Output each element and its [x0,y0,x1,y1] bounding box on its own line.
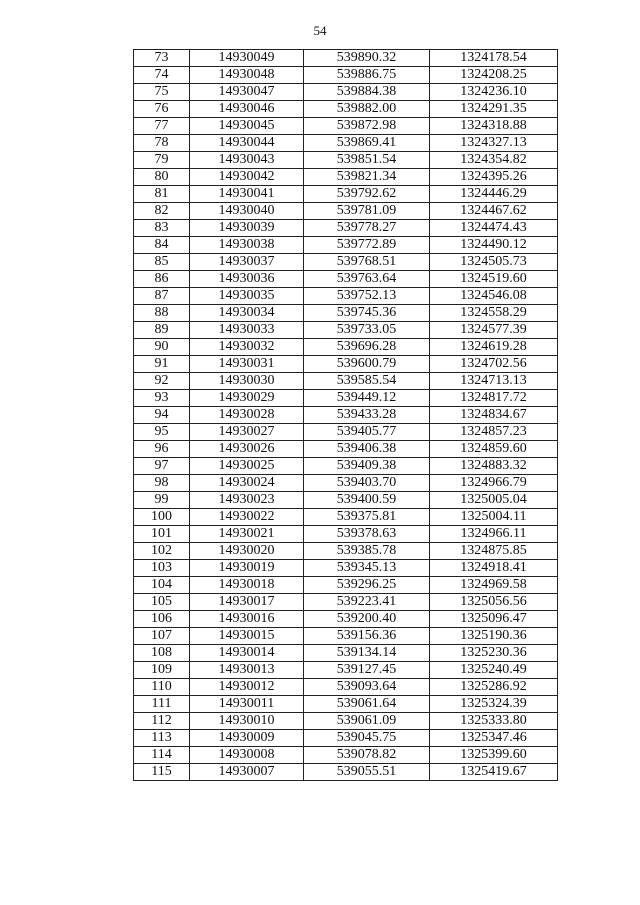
x-coordinate-cell: 539409.38 [304,458,430,475]
point-id-cell: 14930033 [190,322,304,339]
y-coordinate-cell: 1324713.13 [430,373,558,390]
table-row [134,152,558,169]
table-row [134,509,558,526]
row-number-cell: 108 [134,645,190,662]
x-coordinate-cell: 539821.34 [304,169,430,186]
y-coordinate-cell: 1324467.62 [430,203,558,220]
y-coordinate-cell: 1324178.54 [430,50,558,67]
y-coordinate-cell: 1324966.79 [430,475,558,492]
table-row [134,101,558,118]
row-number-cell: 92 [134,373,190,390]
point-id-cell: 14930018 [190,577,304,594]
point-id-cell: 14930045 [190,118,304,135]
row-number-cell: 91 [134,356,190,373]
point-id-cell: 14930029 [190,390,304,407]
table-row [134,696,558,713]
y-coordinate-cell: 1324490.12 [430,237,558,254]
point-id-cell: 14930013 [190,662,304,679]
row-number-cell: 104 [134,577,190,594]
point-id-cell: 14930027 [190,424,304,441]
y-coordinate-cell: 1324702.56 [430,356,558,373]
row-number-cell: 76 [134,101,190,118]
y-coordinate-cell: 1325005.04 [430,492,558,509]
table-row [134,339,558,356]
row-number-cell: 100 [134,509,190,526]
row-number-cell: 111 [134,696,190,713]
x-coordinate-cell: 539433.28 [304,407,430,424]
point-id-cell: 14930024 [190,475,304,492]
y-coordinate-cell: 1324291.35 [430,101,558,118]
x-coordinate-cell: 539061.64 [304,696,430,713]
point-id-cell: 14930048 [190,67,304,84]
y-coordinate-cell: 1324857.23 [430,424,558,441]
x-coordinate-cell: 539772.89 [304,237,430,254]
row-number-cell: 109 [134,662,190,679]
point-id-cell: 14930040 [190,203,304,220]
y-coordinate-cell: 1324859.60 [430,441,558,458]
y-coordinate-cell: 1324558.29 [430,305,558,322]
x-coordinate-cell: 539600.79 [304,356,430,373]
row-number-cell: 112 [134,713,190,730]
point-id-cell: 14930022 [190,509,304,526]
point-id-cell: 14930041 [190,186,304,203]
x-coordinate-cell: 539886.75 [304,67,430,84]
y-coordinate-cell: 1324474.43 [430,220,558,237]
x-coordinate-cell: 539134.14 [304,645,430,662]
row-number-cell: 105 [134,594,190,611]
x-coordinate-cell: 539778.27 [304,220,430,237]
x-coordinate-cell: 539781.09 [304,203,430,220]
table-row [134,662,558,679]
table-row [134,220,558,237]
row-number-cell: 89 [134,322,190,339]
point-id-cell: 14930016 [190,611,304,628]
row-number-cell: 101 [134,526,190,543]
table-row [134,424,558,441]
point-id-cell: 14930031 [190,356,304,373]
x-coordinate-cell: 539385.78 [304,543,430,560]
point-id-cell: 14930025 [190,458,304,475]
x-coordinate-cell: 539406.38 [304,441,430,458]
x-coordinate-cell: 539093.64 [304,679,430,696]
row-number-cell: 107 [134,628,190,645]
y-coordinate-cell: 1324875.85 [430,543,558,560]
y-coordinate-cell: 1324918.41 [430,560,558,577]
row-number-cell: 83 [134,220,190,237]
point-id-cell: 14930011 [190,696,304,713]
table-row [134,458,558,475]
x-coordinate-cell: 539890.32 [304,50,430,67]
y-coordinate-cell: 1325347.46 [430,730,558,747]
point-id-cell: 14930023 [190,492,304,509]
x-coordinate-cell: 539055.51 [304,764,430,781]
x-coordinate-cell: 539378.63 [304,526,430,543]
x-coordinate-cell: 539223.41 [304,594,430,611]
table-row [134,679,558,696]
y-coordinate-cell: 1325399.60 [430,747,558,764]
x-coordinate-cell: 539763.64 [304,271,430,288]
row-number-cell: 110 [134,679,190,696]
table-row [134,254,558,271]
y-coordinate-cell: 1325333.80 [430,713,558,730]
table-row [134,492,558,509]
row-number-cell: 103 [134,560,190,577]
row-number-cell: 82 [134,203,190,220]
point-id-cell: 14930035 [190,288,304,305]
y-coordinate-cell: 1324966.11 [430,526,558,543]
x-coordinate-cell: 539449.12 [304,390,430,407]
row-number-cell: 94 [134,407,190,424]
table-row [134,713,558,730]
x-coordinate-cell: 539400.59 [304,492,430,509]
point-id-cell: 14930017 [190,594,304,611]
row-number-cell: 98 [134,475,190,492]
y-coordinate-cell: 1324318.88 [430,118,558,135]
y-coordinate-cell: 1325324.39 [430,696,558,713]
x-coordinate-cell: 539882.00 [304,101,430,118]
point-id-cell: 14930047 [190,84,304,101]
y-coordinate-cell: 1325004.11 [430,509,558,526]
point-id-cell: 14930010 [190,713,304,730]
table-row [134,390,558,407]
x-coordinate-cell: 539851.54 [304,152,430,169]
y-coordinate-cell: 1324395.26 [430,169,558,186]
point-id-cell: 14930021 [190,526,304,543]
coordinates-table [133,49,558,781]
point-id-cell: 14930043 [190,152,304,169]
table-row [134,747,558,764]
row-number-cell: 79 [134,152,190,169]
table-row [134,611,558,628]
x-coordinate-cell: 539752.13 [304,288,430,305]
x-coordinate-cell: 539768.51 [304,254,430,271]
row-number-cell: 85 [134,254,190,271]
point-id-cell: 14930044 [190,135,304,152]
y-coordinate-cell: 1324236.10 [430,84,558,101]
y-coordinate-cell: 1324546.08 [430,288,558,305]
table-row [134,628,558,645]
point-id-cell: 14930036 [190,271,304,288]
row-number-cell: 73 [134,50,190,67]
y-coordinate-cell: 1325240.49 [430,662,558,679]
row-number-cell: 77 [134,118,190,135]
x-coordinate-cell: 539405.77 [304,424,430,441]
row-number-cell: 114 [134,747,190,764]
table-row [134,356,558,373]
point-id-cell: 14930008 [190,747,304,764]
table-row [134,50,558,67]
x-coordinate-cell: 539078.82 [304,747,430,764]
y-coordinate-cell: 1324969.58 [430,577,558,594]
table-row [134,322,558,339]
x-coordinate-cell: 539585.54 [304,373,430,390]
table-row [134,560,558,577]
table-row [134,441,558,458]
x-coordinate-cell: 539345.13 [304,560,430,577]
point-id-cell: 14930019 [190,560,304,577]
x-coordinate-cell: 539375.81 [304,509,430,526]
row-number-cell: 96 [134,441,190,458]
y-coordinate-cell: 1324327.13 [430,135,558,152]
x-coordinate-cell: 539884.38 [304,84,430,101]
table-row [134,169,558,186]
y-coordinate-cell: 1325190.36 [430,628,558,645]
point-id-cell: 14930030 [190,373,304,390]
point-id-cell: 14930020 [190,543,304,560]
row-number-cell: 93 [134,390,190,407]
x-coordinate-cell: 539403.70 [304,475,430,492]
x-coordinate-cell: 539296.25 [304,577,430,594]
row-number-cell: 113 [134,730,190,747]
table-row [134,288,558,305]
point-id-cell: 14930012 [190,679,304,696]
point-id-cell: 14930026 [190,441,304,458]
y-coordinate-cell: 1325419.67 [430,764,558,781]
x-coordinate-cell: 539792.62 [304,186,430,203]
table-row [134,186,558,203]
page-number: 54 [313,23,327,38]
table-row [134,237,558,254]
y-coordinate-cell: 1324505.73 [430,254,558,271]
row-number-cell: 78 [134,135,190,152]
y-coordinate-cell: 1325230.36 [430,645,558,662]
row-number-cell: 81 [134,186,190,203]
point-id-cell: 14930015 [190,628,304,645]
x-coordinate-cell: 539869.41 [304,135,430,152]
x-coordinate-cell: 539696.28 [304,339,430,356]
table-row [134,764,558,781]
y-coordinate-cell: 1324446.29 [430,186,558,203]
table-row [134,118,558,135]
x-coordinate-cell: 539200.40 [304,611,430,628]
row-number-cell: 115 [134,764,190,781]
x-coordinate-cell: 539745.36 [304,305,430,322]
point-id-cell: 14930014 [190,645,304,662]
table-row [134,373,558,390]
row-number-cell: 86 [134,271,190,288]
table-row [134,543,558,560]
x-coordinate-cell: 539872.98 [304,118,430,135]
row-number-cell: 84 [134,237,190,254]
table-row [134,67,558,84]
x-coordinate-cell: 539045.75 [304,730,430,747]
row-number-cell: 90 [134,339,190,356]
point-id-cell: 14930038 [190,237,304,254]
table-row [134,135,558,152]
row-number-cell: 99 [134,492,190,509]
table-row [134,730,558,747]
y-coordinate-cell: 1324208.25 [430,67,558,84]
x-coordinate-cell: 539127.45 [304,662,430,679]
point-id-cell: 14930009 [190,730,304,747]
row-number-cell: 80 [134,169,190,186]
table-row [134,305,558,322]
table-row [134,271,558,288]
row-number-cell: 75 [134,84,190,101]
y-coordinate-cell: 1324619.28 [430,339,558,356]
row-number-cell: 102 [134,543,190,560]
row-number-cell: 97 [134,458,190,475]
point-id-cell: 14930034 [190,305,304,322]
x-coordinate-cell: 539061.09 [304,713,430,730]
y-coordinate-cell: 1324354.82 [430,152,558,169]
y-coordinate-cell: 1324519.60 [430,271,558,288]
row-number-cell: 88 [134,305,190,322]
point-id-cell: 14930046 [190,101,304,118]
point-id-cell: 14930049 [190,50,304,67]
x-coordinate-cell: 539733.05 [304,322,430,339]
table-row [134,407,558,424]
point-id-cell: 14930042 [190,169,304,186]
y-coordinate-cell: 1325286.92 [430,679,558,696]
point-id-cell: 14930039 [190,220,304,237]
y-coordinate-cell: 1325056.56 [430,594,558,611]
point-id-cell: 14930032 [190,339,304,356]
table-row [134,84,558,101]
point-id-cell: 14930007 [190,764,304,781]
row-number-cell: 106 [134,611,190,628]
point-id-cell: 14930037 [190,254,304,271]
y-coordinate-cell: 1324817.72 [430,390,558,407]
coordinates-table-body [134,50,558,781]
y-coordinate-cell: 1324577.39 [430,322,558,339]
table-row [134,645,558,662]
x-coordinate-cell: 539156.36 [304,628,430,645]
point-id-cell: 14930028 [190,407,304,424]
table-row [134,577,558,594]
y-coordinate-cell: 1325096.47 [430,611,558,628]
row-number-cell: 74 [134,67,190,84]
y-coordinate-cell: 1324883.32 [430,458,558,475]
table-row [134,594,558,611]
table-row [134,203,558,220]
row-number-cell: 95 [134,424,190,441]
y-coordinate-cell: 1324834.67 [430,407,558,424]
row-number-cell: 87 [134,288,190,305]
table-row [134,526,558,543]
table-row [134,475,558,492]
